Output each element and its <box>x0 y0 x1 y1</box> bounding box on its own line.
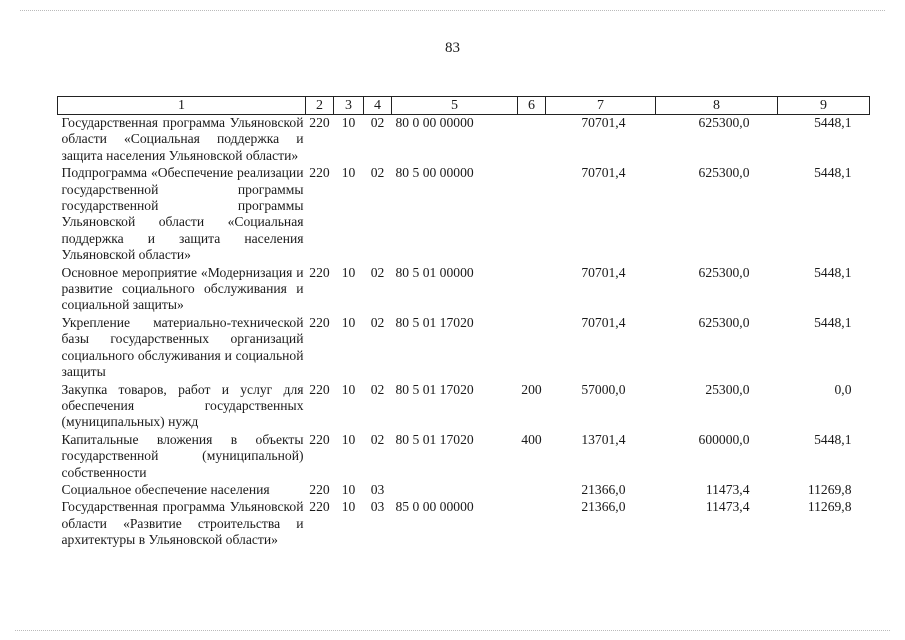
cell-section: 10 <box>341 264 356 280</box>
cell-amount-1: 57000,0 <box>581 381 626 397</box>
column-header-7: 7 <box>546 97 656 115</box>
cell-target-article: 80 0 00 00000 <box>395 115 474 130</box>
cell-amount-1: 70701,4 <box>581 264 626 280</box>
column-header-6: 6 <box>518 97 546 115</box>
cell-target-article: 85 0 00 00000 <box>395 499 474 515</box>
cell-subsection: 03 <box>370 499 385 515</box>
table-row <box>58 382 870 432</box>
row-name: Подпрограмма «Обеспечение реализации государственной программы государственной программы Ульяновской области «Социальная поддержка и защита населения Ульяновской области» <box>61 165 304 263</box>
cell-subsection: 02 <box>370 431 385 447</box>
cell-ministry-code: 220 <box>309 481 330 497</box>
cell-target-article: 80 5 01 00000 <box>395 264 474 280</box>
column-header-1: 1 <box>58 97 306 115</box>
row-name: Капитальные вложения в объекты государственной (муниципальной) собственности <box>61 431 304 480</box>
column-header-2: 2 <box>306 97 334 115</box>
cell-expense-type <box>518 499 546 549</box>
row-name: Закупка товаров, работ и услуг для обеспечения государственных (муниципальных) нужд <box>61 381 304 430</box>
table-row <box>58 482 870 499</box>
table-row <box>58 315 870 382</box>
row-name: Государственная программа Ульяновской области «Социальная поддержка и защита населения Ульяновской области» <box>61 115 304 163</box>
cell-target-article: 80 5 00 00000 <box>395 165 474 181</box>
table-row <box>58 165 870 264</box>
cell-target-article: 80 5 01 17020 <box>395 314 474 330</box>
cell-subsection: 02 <box>370 165 385 181</box>
row-name: Укрепление материально-технической базы государственных организаций социального обслуживания и социальной защиты <box>61 314 304 380</box>
scan-edge-bottom <box>15 630 890 631</box>
cell-subsection: 03 <box>370 481 385 497</box>
cell-amount-2: 11473,4 <box>705 499 750 515</box>
table-row <box>58 432 870 482</box>
cell-amount-3: 11269,8 <box>807 499 852 515</box>
cell-subsection: 02 <box>370 381 385 397</box>
cell-section: 10 <box>341 499 356 515</box>
cell-subsection: 02 <box>370 314 385 330</box>
cell-amount-2: 625300,0 <box>698 314 750 330</box>
column-header-8: 8 <box>656 97 778 115</box>
cell-ministry-code: 220 <box>309 314 330 330</box>
budget-table <box>57 96 870 550</box>
cell-amount-3: 5448,1 <box>814 431 852 447</box>
table-row <box>58 265 870 315</box>
cell-amount-2: 625300,0 <box>698 264 750 280</box>
cell-amount-3: 11269,8 <box>807 481 852 497</box>
cell-section: 10 <box>341 381 356 397</box>
cell-target-article: 80 5 01 17020 <box>395 381 474 397</box>
cell-expense-type <box>518 315 546 382</box>
column-header-3: 3 <box>334 97 364 115</box>
cell-amount-2: 625300,0 <box>698 115 750 130</box>
cell-section: 10 <box>341 115 356 130</box>
row-name: Государственная программа Ульяновской области «Развитие строительства и архитектуры в Ульяновской области» <box>61 499 304 548</box>
cell-amount-2: 25300,0 <box>705 381 750 397</box>
cell-amount-3: 0,0 <box>834 381 852 397</box>
cell-section: 10 <box>341 431 356 447</box>
cell-ministry-code: 220 <box>309 264 330 280</box>
cell-target-article <box>392 482 518 499</box>
cell-amount-1: 70701,4 <box>581 314 626 330</box>
column-header-5: 5 <box>392 97 518 115</box>
cell-amount-3: 5448,1 <box>814 165 852 181</box>
cell-ministry-code: 220 <box>309 381 330 397</box>
cell-amount-1: 70701,4 <box>581 165 626 181</box>
table-body <box>58 115 870 550</box>
cell-ministry-code: 220 <box>309 115 330 130</box>
cell-expense-type <box>518 482 546 499</box>
cell-amount-2: 11473,4 <box>705 481 750 497</box>
cell-amount-3: 5448,1 <box>814 115 852 130</box>
scan-edge-top <box>20 10 885 11</box>
cell-amount-1: 21366,0 <box>581 481 626 497</box>
column-header-4: 4 <box>364 97 392 115</box>
cell-amount-2: 625300,0 <box>698 165 750 181</box>
cell-ministry-code: 220 <box>309 165 330 181</box>
column-header-9: 9 <box>778 97 870 115</box>
cell-expense-type <box>518 165 546 264</box>
table-header-row <box>58 97 870 115</box>
cell-amount-2: 600000,0 <box>698 431 750 447</box>
cell-expense-type <box>518 265 546 315</box>
cell-expense-type: 200 <box>521 381 542 397</box>
cell-section: 10 <box>341 165 356 181</box>
table-row <box>58 115 870 166</box>
cell-section: 10 <box>341 314 356 330</box>
cell-amount-3: 5448,1 <box>814 264 852 280</box>
table-row <box>58 499 870 549</box>
cell-expense-type <box>518 115 546 166</box>
cell-section: 10 <box>341 481 356 497</box>
cell-subsection: 02 <box>370 115 385 130</box>
cell-ministry-code: 220 <box>309 499 330 515</box>
cell-subsection: 02 <box>370 264 385 280</box>
cell-ministry-code: 220 <box>309 431 330 447</box>
row-name: Социальное обеспечение населения <box>61 481 270 497</box>
cell-amount-1: 13701,4 <box>581 431 626 447</box>
cell-expense-type: 400 <box>521 431 542 447</box>
cell-amount-1: 21366,0 <box>581 499 626 515</box>
page-number: 83 <box>445 40 460 56</box>
row-name: Основное мероприятие «Модернизация и развитие социального обслуживания и социальной защиты» <box>61 264 304 313</box>
cell-amount-3: 5448,1 <box>814 314 852 330</box>
cell-target-article: 80 5 01 17020 <box>395 431 474 447</box>
cell-amount-1: 70701,4 <box>581 115 626 130</box>
